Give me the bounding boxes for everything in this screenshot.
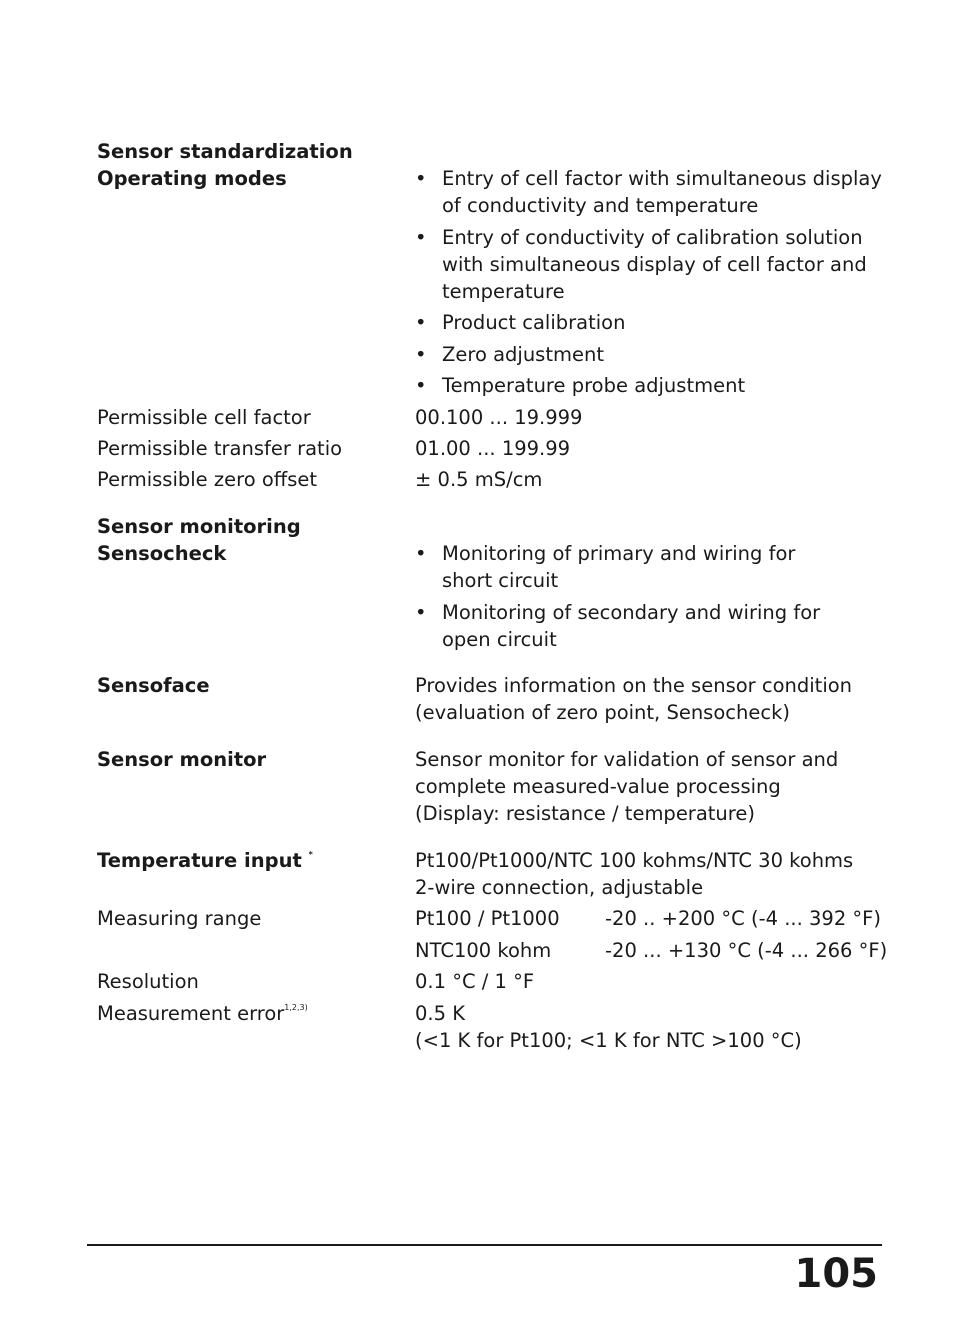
footnote-mark: 1,2,3) — [284, 1003, 308, 1012]
measurement-error-value: 0.5 K — [415, 1002, 465, 1025]
measurement-error-label — [97, 1000, 308, 1027]
operating-modes-label: Operating modes — [97, 167, 287, 190]
section-heading-sensor-monitoring: Sensor monitoring — [97, 515, 301, 538]
operating-mode-item: Product calibration — [442, 311, 626, 334]
sensoface-text-cont: (evaluation of zero point, Sensocheck) — [415, 701, 790, 724]
temperature-input-text-cont: 2-wire connection, adjustable — [415, 876, 704, 899]
sensocheck-item: Monitoring of primary and wiring for — [442, 542, 796, 565]
bullet: • — [415, 311, 427, 334]
temperature-input-label-text: Temperature input — [97, 849, 302, 872]
sensor-monitor-text-cont: (Display: resistance / temperature) — [415, 802, 755, 825]
range-value: -20 .. +200 °C (-4 ... 392 °F) — [605, 907, 881, 930]
operating-mode-item-cont: with simultaneous display of cell factor and — [442, 253, 867, 276]
resolution-value: 0.1 °C / 1 °F — [415, 970, 535, 993]
measurement-error-label-text: Measurement error — [97, 1002, 285, 1025]
footnote-mark: * — [308, 850, 313, 859]
operating-mode-item: Zero adjustment — [442, 343, 604, 366]
bullet: • — [415, 167, 427, 190]
bullet: • — [415, 542, 427, 565]
measuring-range-label: Measuring range — [97, 907, 262, 930]
zero-offset-label: Permissible zero offset — [97, 468, 317, 491]
zero-offset-value: ± 0.5 mS/cm — [415, 468, 543, 491]
range-sensor: NTC100 kohm — [415, 939, 552, 962]
sensoface-text: Provides information on the sensor condition — [415, 674, 853, 697]
sensoface-label: Sensoface — [97, 674, 210, 697]
resolution-label: Resolution — [97, 970, 199, 993]
operating-mode-item-cont: temperature — [442, 280, 565, 303]
sensor-monitor-text-cont: complete measured-value processing — [415, 775, 781, 798]
transfer-ratio-label: Permissible transfer ratio — [97, 437, 343, 460]
sensor-monitor-text: Sensor monitor for validation of sensor and — [415, 748, 839, 771]
range-value: -20 ... +130 °C (-4 ... 266 °F) — [605, 939, 888, 962]
page-number: 105 — [794, 1251, 878, 1297]
operating-mode-item: Temperature probe adjustment — [442, 374, 746, 397]
cell-factor-value: 00.100 ... 19.999 — [415, 406, 583, 429]
transfer-ratio-value: 01.00 ... 199.99 — [415, 437, 571, 460]
section-heading-sensor-standardization: Sensor standardization — [97, 140, 353, 163]
bullet: • — [415, 601, 427, 624]
sensor-monitor-label: Sensor monitor — [97, 748, 267, 771]
measurement-error-note: (<1 K for Pt100; <1 K for NTC >100 °C) — [415, 1029, 802, 1052]
sensocheck-item: Monitoring of secondary and wiring for — [442, 601, 821, 624]
sensocheck-item-cont: short circuit — [442, 569, 559, 592]
operating-mode-item: Entry of conductivity of calibration solution — [442, 226, 863, 249]
footer-rule — [87, 1244, 882, 1246]
temperature-input-label — [97, 847, 313, 874]
sensocheck-label: Sensocheck — [97, 542, 227, 565]
bullet: • — [415, 374, 427, 397]
bullet: • — [415, 226, 427, 249]
operating-mode-item: Entry of cell factor with simultaneous display — [442, 167, 882, 190]
range-sensor: Pt100 / Pt1000 — [415, 907, 560, 930]
bullet: • — [415, 343, 427, 366]
cell-factor-label: Permissible cell factor — [97, 406, 311, 429]
sensocheck-item-cont: open circuit — [442, 628, 557, 651]
operating-mode-item-cont: of conductivity and temperature — [442, 194, 759, 217]
temperature-input-text: Pt100/Pt1000/NTC 100 kohms/NTC 30 kohms — [415, 849, 854, 872]
